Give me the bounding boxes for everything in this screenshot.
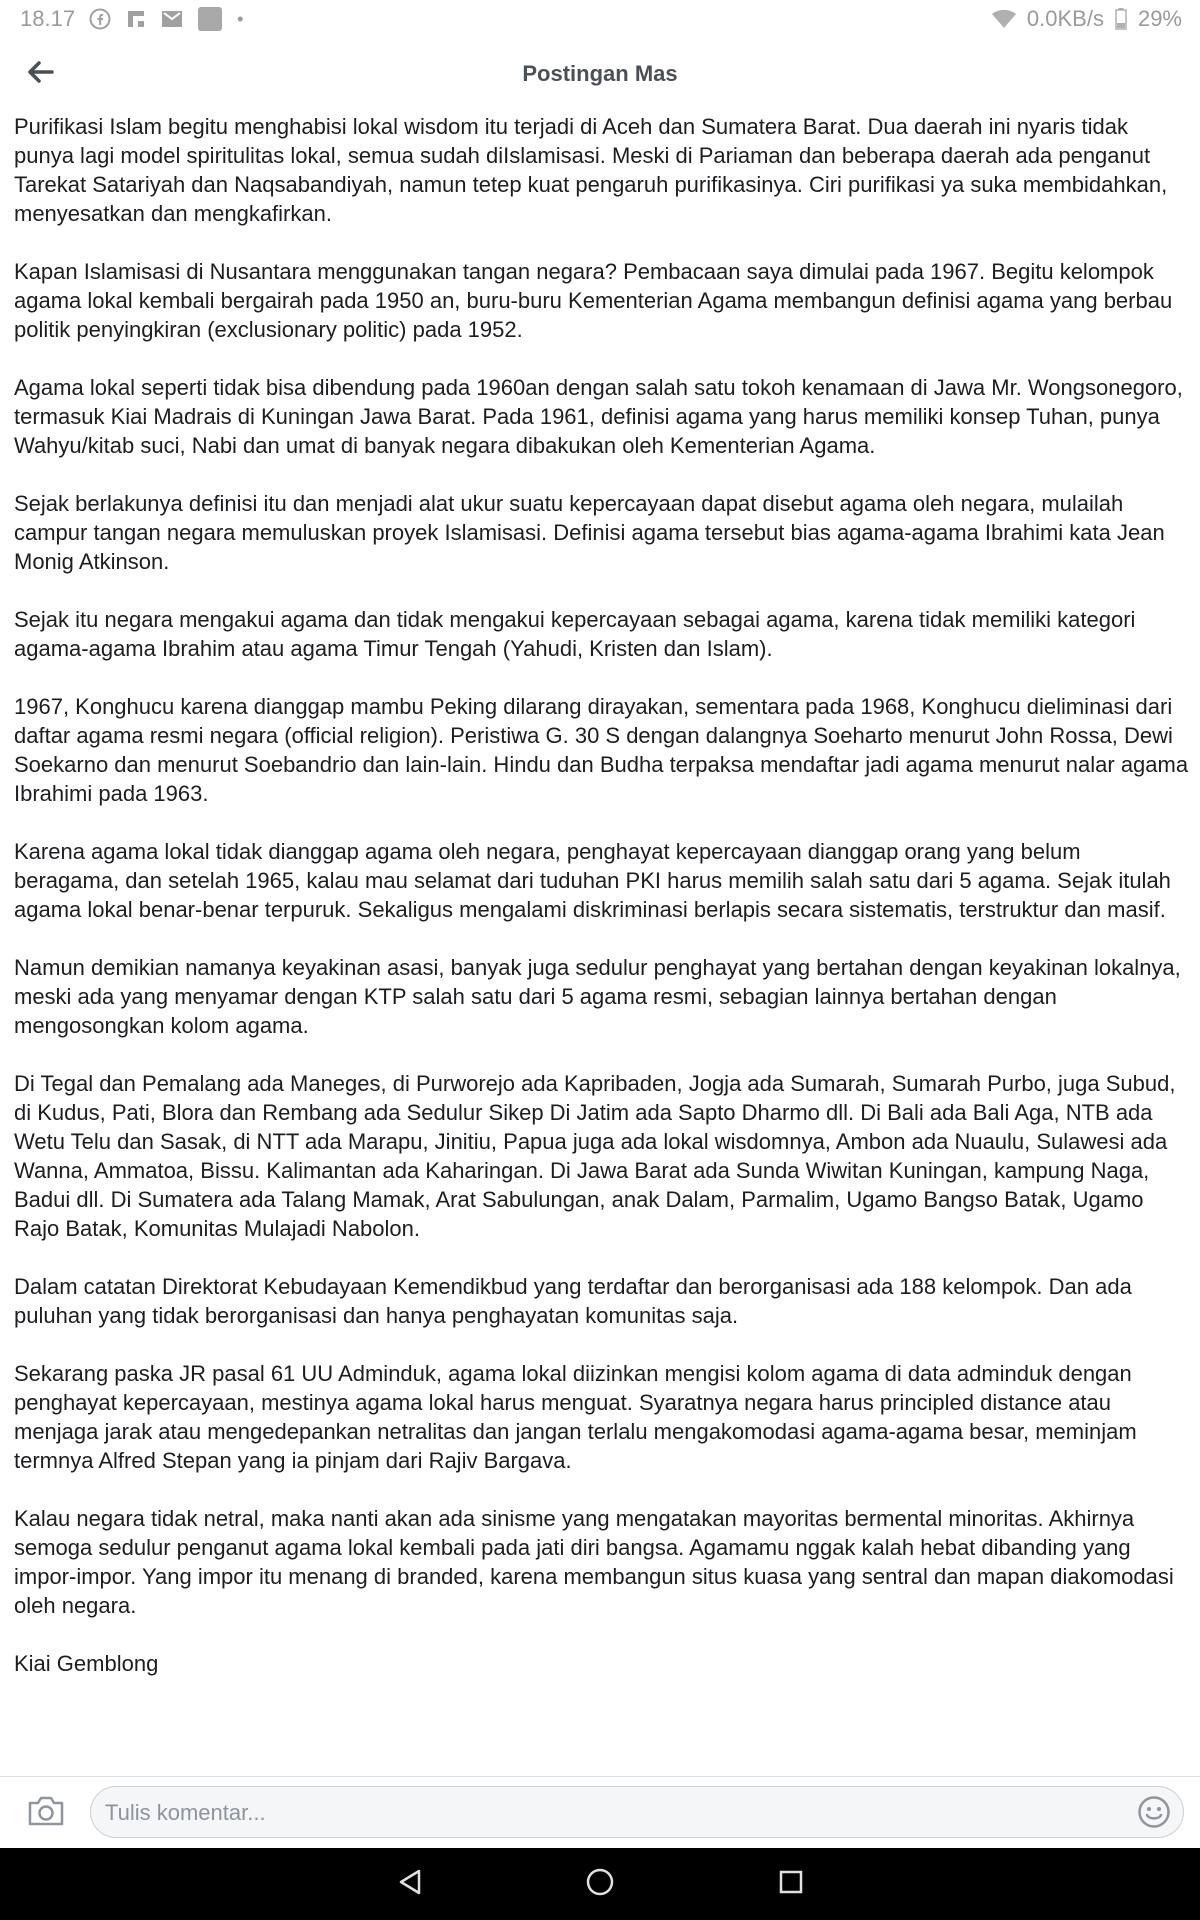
post-paragraph: Karena agama lokal tidak dianggap agama oleh negara, penghayat kepercayaan dianggap orang yang belum beragama, dan setelah 1965, kalau mau selamat dari tuduhan PKI harus memilih salah satu dari 5 agama. Sejak itulah agama lokal benar-benar terpuruk. Sekaligus mengalami diskriminasi berlapis secara sistematis, terstruktur dan masif.	[14, 839, 1171, 922]
nav-back-button[interactable]	[390, 1864, 430, 1904]
comment-box	[90, 1786, 1184, 1838]
status-bar	[0, 0, 1200, 38]
system-nav-bar	[0, 1848, 1200, 1920]
network-speed: 0.0KB/s	[1026, 6, 1104, 31]
emoji-icon[interactable]	[1137, 1795, 1171, 1829]
nav-recents-button[interactable]	[771, 1864, 811, 1904]
post-paragraph: 1967, Konghucu karena dianggap mambu Peking dilarang dirayakan, sementara pada 1968, Konghucu dieliminasi dari daftar agama resmi negara (official religion). Peristiwa G. 30 S dengan dalangnya Soeharto menurut John Rossa, Dewi Soekarno dan menurut Soebandrio dan lain-lain. Hindu dan Budha terpaksa mendaftar jadi agama menurut nalar agama Ibrahimi pada 1963.	[14, 694, 1189, 806]
gmail-icon	[161, 8, 183, 30]
facebook-icon	[89, 8, 111, 30]
post-paragraph: Sejak berlakunya definisi itu dan menjadi alat ukur suatu kepercayaan dapat disebut agama oleh negara, mulailah campur tangan negara memuluskan proyek Islamisasi. Definisi agama tersebut bias agama-agama Ibrahimi kata Jean Monig Atkinson.	[14, 491, 1165, 574]
post-signature: Kiai Gemblong	[14, 1651, 159, 1676]
flipboard-icon	[125, 8, 147, 30]
post-body	[14, 112, 1190, 1772]
status-dot: •	[237, 8, 244, 29]
post-paragraph: Sejak itu negara mengakui agama dan tidak mengakui kepercayaan sebagai agama, karena tidak memiliki kategori agama-agama Ibrahim atau agama Timur Tengah (Yahudi, Kristen dan Islam).	[14, 607, 1136, 661]
post-paragraph: Namun demikian namanya keyakinan asasi, banyak juga sedulur penghayat yang bertahan dengan keyakinan lokalnya, meski ada yang menyamar dengan KTP salah satu dari 5 agama resmi, sebagian lainnya bertahan dengan mengosongkan kolom agama.	[14, 955, 1181, 1038]
back-triangle-icon	[397, 1868, 423, 1901]
post-paragraph: Kalau negara tidak netral, maka nanti akan ada sinisme yang mengatakan mayoritas bermental minoritas. Akhirnya semoga sedulur penganut agama lokal kembali pada jati diri bangsa. Agamamu nggak kalah hebat dibanding yang impor-impor. Yang impor itu menang di branded, karena membangun situs kuasa yang sentral dan mapan diakomodasi oleh negara.	[14, 1506, 1174, 1618]
post-paragraph: Agama lokal seperti tidak bisa dibendung pada 1960an dengan salah satu tokoh kenamaan di Jawa Mr. Wongsonegoro, termasuk Kiai Madrais di Kuningan Jawa Barat. Pada 1961, definisi agama yang harus memiliki konsep Tuhan, punya Wahyu/kitab suci, Nabi dan umat di banyak negara dibakukan oleh Kementerian Agama.	[14, 375, 1183, 458]
post-paragraph: Purifikasi Islam begitu menghabisi lokal wisdom itu terjadi di Aceh dan Sumatera Barat. Dua daerah ini nyaris tidak punya lagi model spiritulitas lokal, semua sudah diIslamisasi. Meski di Pariaman dan beberapa daerah ada penganut Tarekat Satariyah dan Naqsabandiyah, namun tetep kuat pengaruh purifikasinya. Ciri purifikasi ya suka membidahkan, menyesatkan dan mengkafirkan.	[14, 114, 1168, 226]
status-time: 18.17	[20, 6, 76, 31]
app-square-icon	[197, 6, 223, 32]
post-paragraph: Sekarang paska JR pasal 61 UU Adminduk, agama lokal diizinkan mengisi kolom agama di data adminduk dengan penghayat kepercayaan, mestinya agama lokal harus menguat. Syaratnya negara harus principled distance atau menjaga jarak atau mengedepankan netralitas dan jangan terlalu mengakomodasi agama-agama besar, meminjam termnya Alfred Stepan yang ia pinjam dari Rajiv Bargava.	[14, 1361, 1137, 1473]
camera-button[interactable]	[26, 1793, 66, 1833]
home-circle-icon	[585, 1867, 615, 1902]
camera-icon	[27, 1795, 65, 1832]
wifi-icon	[991, 8, 1017, 30]
recents-square-icon	[778, 1869, 804, 1900]
comment-bar	[0, 1776, 1200, 1849]
post-paragraph: Kapan Islamisasi di Nusantara menggunakan tangan negara? Pembacaan saya dimulai pada 1967. Begitu kelompok agama lokal kembali bergairah pada 1950 an, buru-buru Kementerian Agama membangun definisi agama yang berbau politik penyingkiran (exclusionary politic) pada 1952.	[14, 259, 1173, 342]
battery-icon	[1114, 8, 1128, 30]
battery-percent: 29%	[1137, 6, 1182, 31]
comment-input[interactable]	[103, 1787, 1107, 1839]
post-paragraph: Di Tegal dan Pemalang ada Maneges, di Purworejo ada Kapribaden, Jogja ada Sumarah, Sumarah Purbo, juga Subud, di Kudus, Pati, Blora dan Rembang ada Sedulur Sikep Di Jatim ada Sapto Dharmo dll. Di Bali ada Bali Aga, NTB ada Wetu Telu dan Sasak, di NTT ada Marapu, Jinitiu, Papua juga ada lokal wisdomnya, Ambon ada Nuaulu, Sulawesi ada Wanna, Ammatoa, Bissu. Kalimantan ada Kaharingan. Di Jawa Barat ada Sunda Wiwitan Kuningan, kampung Naga, Badui dll. Di Sumatera ada Talang Mamak, Arat Sabulungan, anak Dalam, Parmalim, Ugamo Bangso Batak, Ugamo Rajo Batak, Komunitas Mulajadi Nabolon.	[14, 1071, 1176, 1241]
nav-home-button[interactable]	[580, 1864, 620, 1904]
app-header	[0, 38, 1200, 110]
post-paragraph: Dalam catatan Direktorat Kebudayaan Kemendikbud yang terdaftar dan berorganisasi ada 188 kelompok. Dan ada puluhan yang tidak berorganisasi dan hanya penghayatan komunitas saja.	[14, 1274, 1132, 1328]
page-title: Postingan Mas	[522, 61, 678, 86]
